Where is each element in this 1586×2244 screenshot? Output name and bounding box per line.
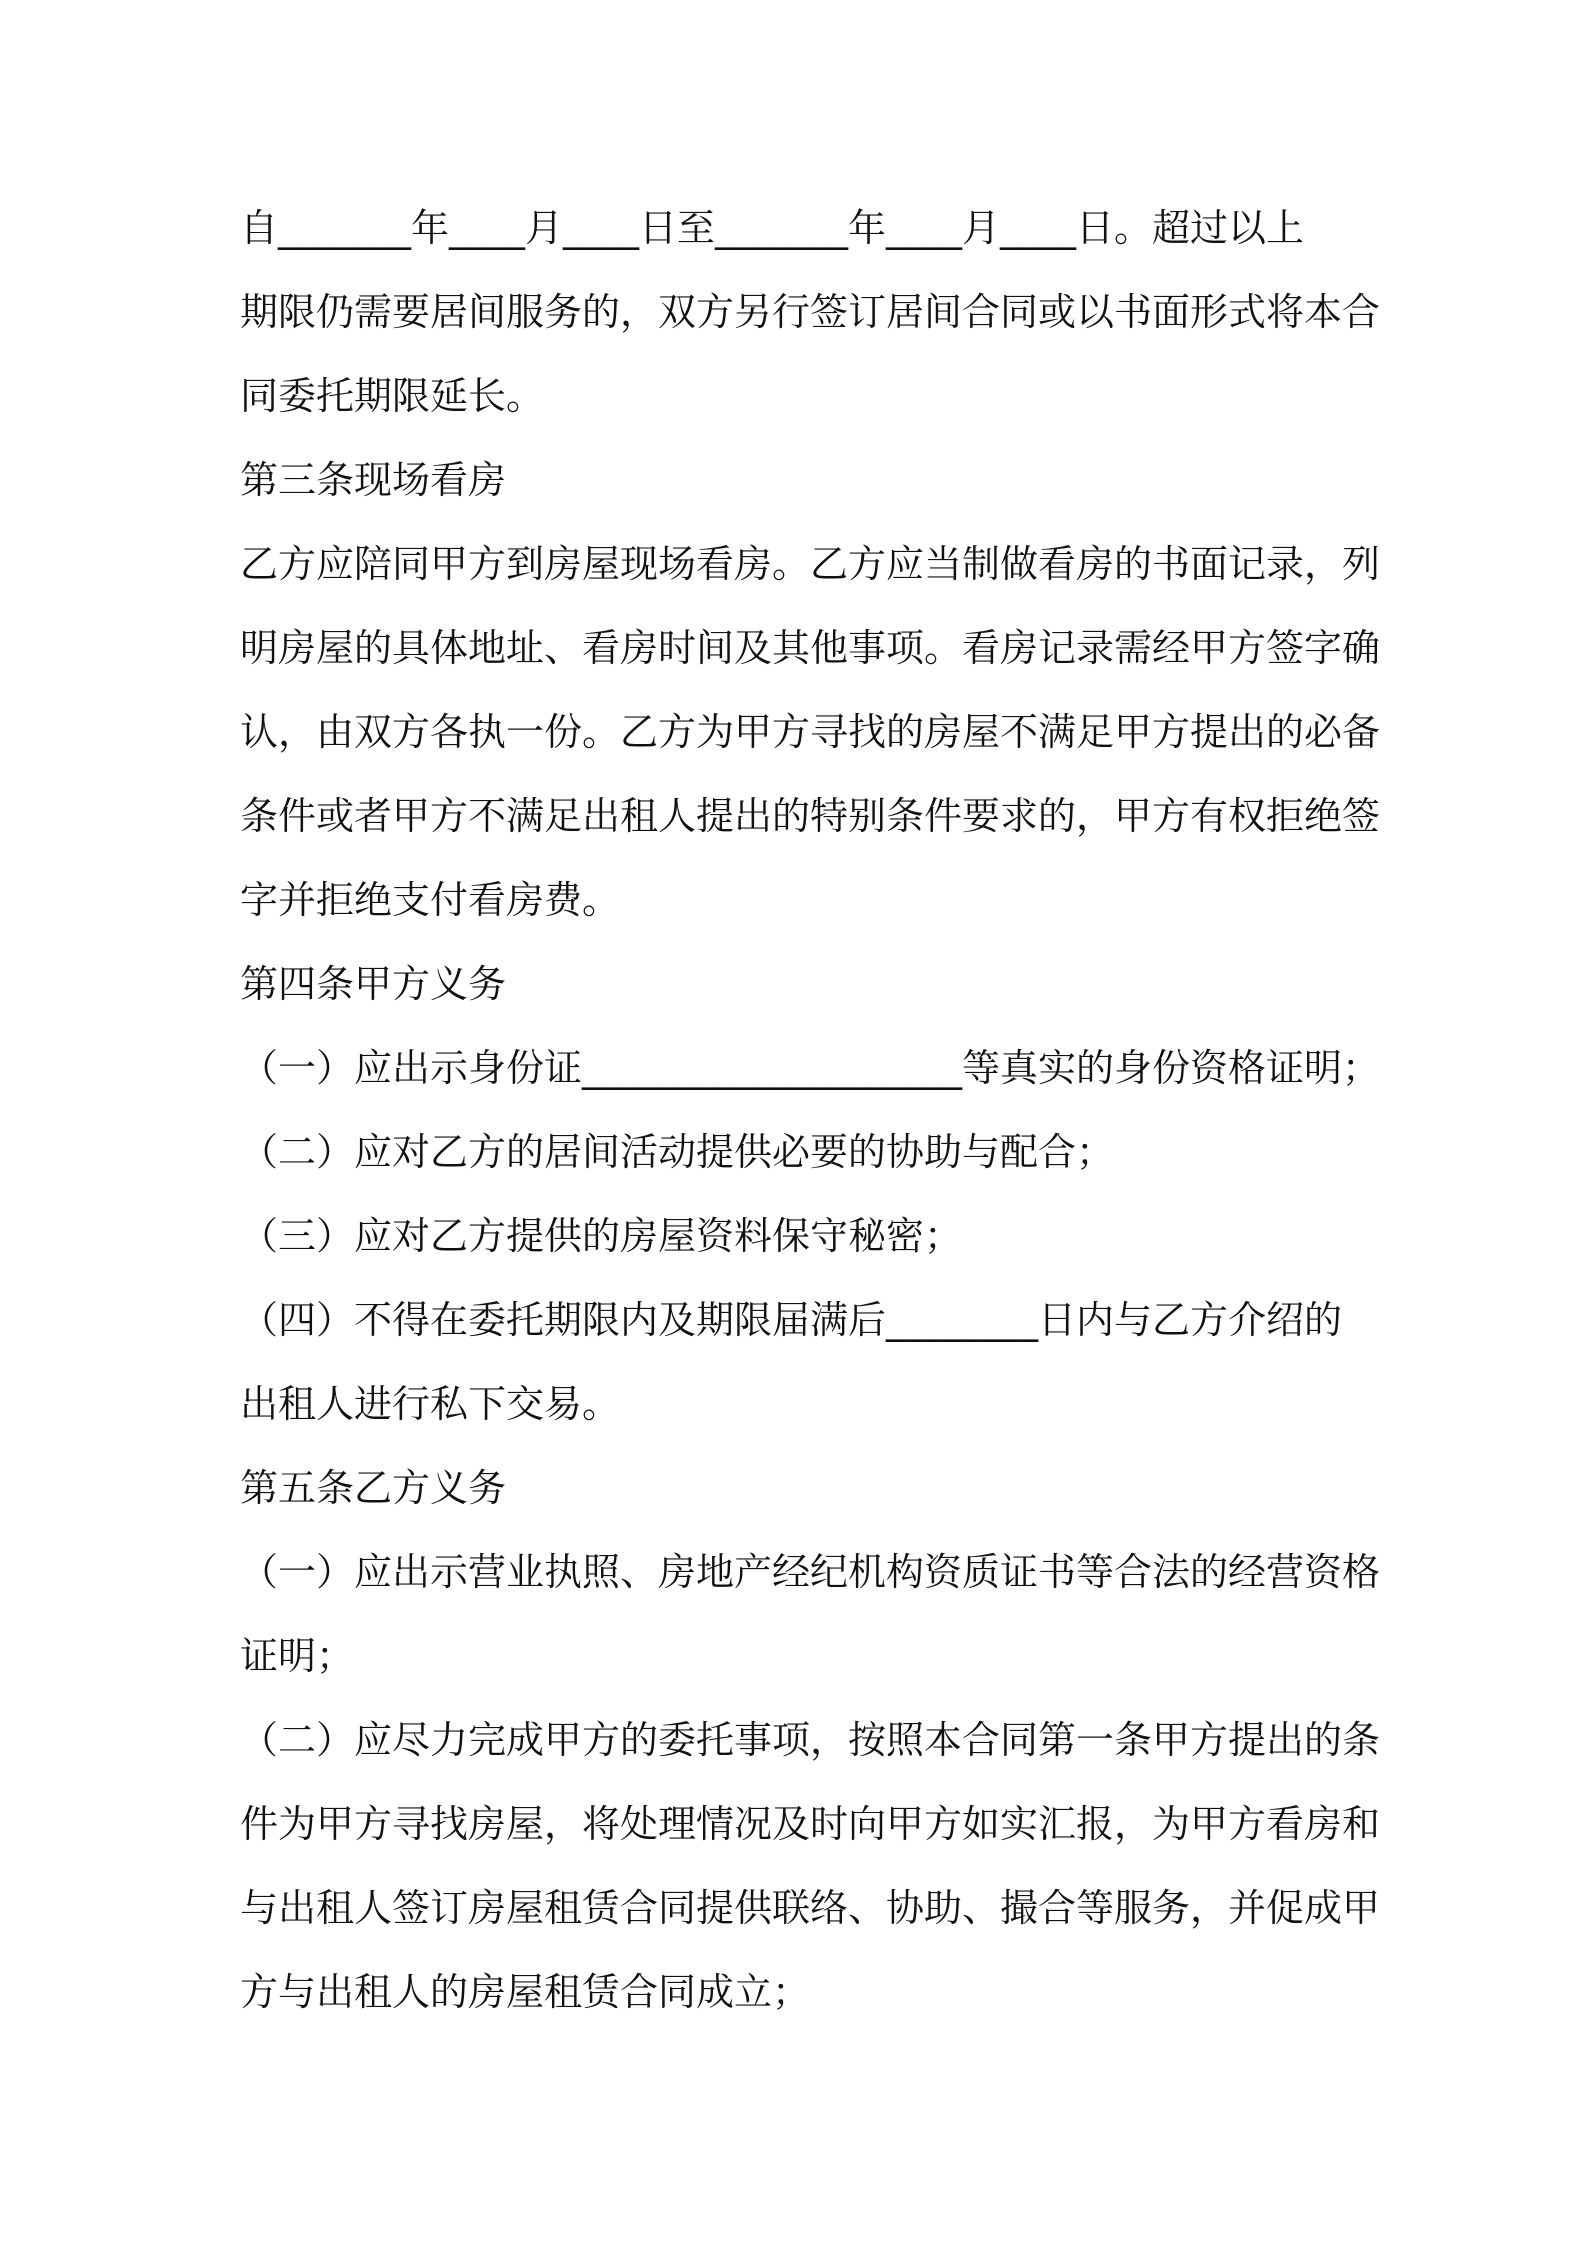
section-heading: 第五条乙方义务 bbox=[240, 1466, 507, 1510]
list-item: （一）应出示营业执照、房地产经纪机构资质证书等合法的经营资格 bbox=[240, 1550, 1381, 1594]
text-line: 证明； bbox=[240, 1634, 355, 1678]
section-heading: 第四条甲方义务 bbox=[240, 962, 507, 1006]
text-line: 出租人进行私下交易。 bbox=[240, 1382, 621, 1426]
list-item: （四）不得在委托期限内及期限届满后________日内与乙方介绍的 bbox=[240, 1298, 1343, 1342]
text-line: 自_______年____月____日至_______年____月____日。超过以上 bbox=[240, 206, 1305, 250]
text-line: 乙方应陪同甲方到房屋现场看房。乙方应当制做看房的书面记录，列 bbox=[240, 542, 1381, 586]
text-line: 方与出租人的房屋租赁合同成立； bbox=[240, 1970, 811, 2014]
text-line: 件为甲方寻找房屋，将处理情况及时向甲方如实汇报，为甲方看房和 bbox=[240, 1802, 1381, 1846]
text-line: 同委托期限延长。 bbox=[240, 374, 545, 418]
text-line: 认，由双方各执一份。乙方为甲方寻找的房屋不满足甲方提出的必备 bbox=[240, 710, 1381, 754]
text-line: 字并拒绝支付看房费。 bbox=[240, 878, 621, 922]
section-heading: 第三条现场看房 bbox=[240, 458, 507, 502]
document-page bbox=[240, 186, 1381, 2034]
text-line: 明房屋的具体地址、看房时间及其他事项。看房记录需经甲方签字确 bbox=[240, 626, 1381, 670]
list-item: （一）应出示身份证____________________等真实的身份资格证明； bbox=[240, 1046, 1381, 1090]
text-line: 与出租人签订房屋租赁合同提供联络、协助、撮合等服务，并促成甲 bbox=[240, 1886, 1381, 1930]
text-line: 期限仍需要居间服务的，双方另行签订居间合同或以书面形式将本合 bbox=[240, 290, 1381, 334]
list-item: （二）应对乙方的居间活动提供必要的协助与配合； bbox=[240, 1130, 1115, 1174]
list-item: （三）应对乙方提供的房屋资料保守秘密； bbox=[240, 1214, 963, 1258]
text-line: 条件或者甲方不满足出租人提出的特别条件要求的，甲方有权拒绝签 bbox=[240, 794, 1381, 838]
list-item: （二）应尽力完成甲方的委托事项，按照本合同第一条甲方提出的条 bbox=[240, 1718, 1381, 1762]
